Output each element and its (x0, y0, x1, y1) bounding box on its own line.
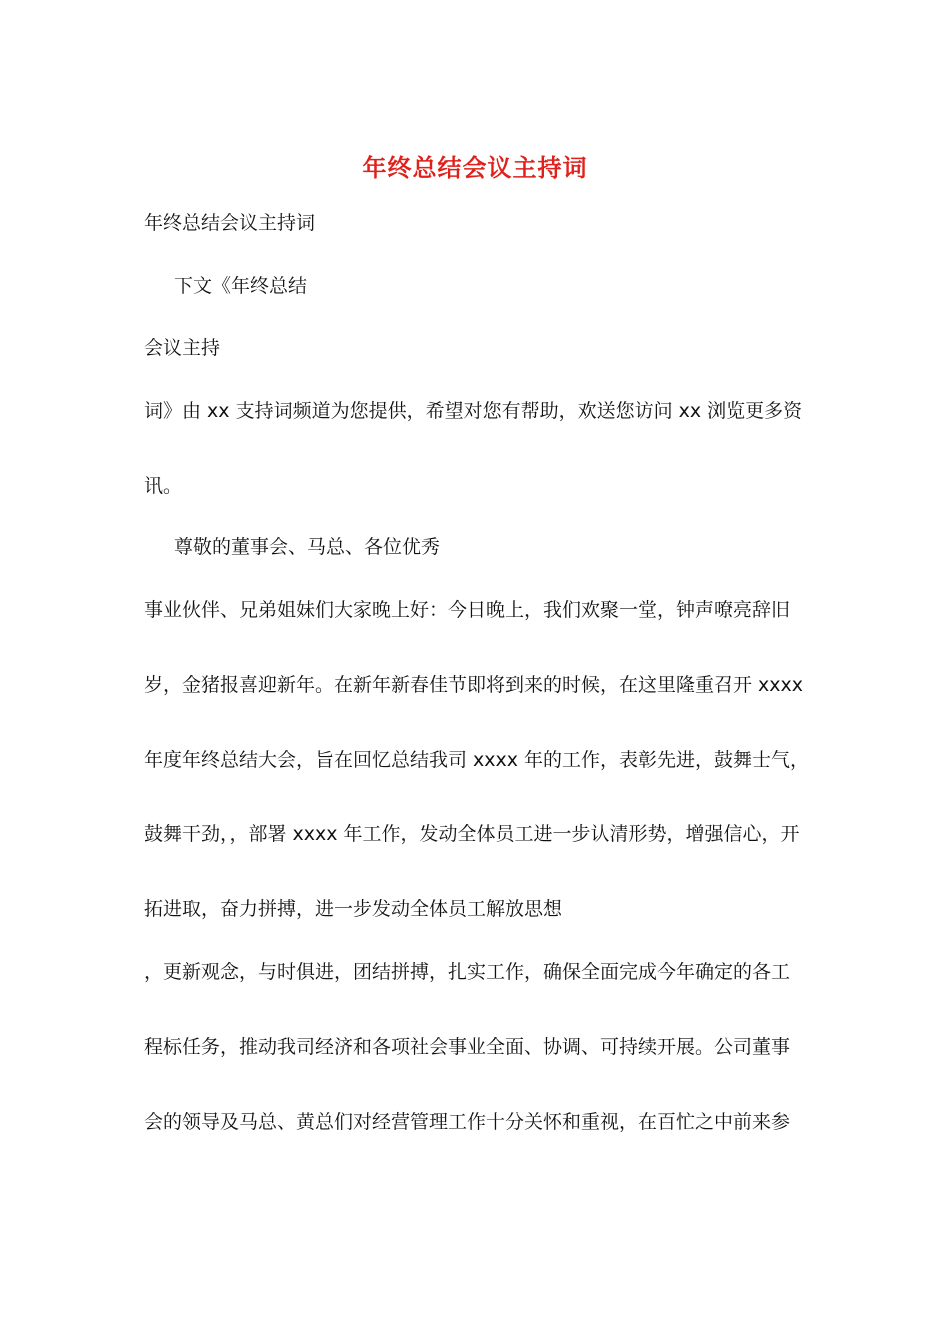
paragraph-line: 讯。 (144, 475, 183, 497)
paragraph-line: ，更新观念，与时俱进，团结拼搏，扎实工作，确保全面完成今年确定的各工 (144, 961, 791, 983)
paragraph-line: 程标任务，推动我司经济和各项社会事业全面、协调、可持续开展。公司董事 (144, 1036, 791, 1058)
paragraph-line: 拓进取，奋力拼搏，进一步发动全体员工解放思想 (144, 898, 563, 920)
document-title: 年终总结会议主持词 (362, 154, 588, 182)
paragraph-line: 下文《年终总结 (174, 275, 308, 297)
paragraph-line: 鼓舞干劲，，部署 xxxx 年工作，发动全体员工进一步认清形势，增强信心，开 (144, 823, 800, 845)
paragraph-line: 会议主持 (144, 337, 221, 359)
paragraph-line: 事业伙伴、兄弟姐妹们大家晚上好：今日晚上，我们欢聚一堂，钟声嘹亮辞旧 (144, 599, 791, 621)
paragraph-line: 年度年终总结大会，旨在回忆总结我司 xxxx 年的工作，表彰先进，鼓舞士气， (144, 749, 810, 771)
paragraph-line: 词》由 xx 支持词频道为您提供，希望对您有帮助，欢送您访问 xx 浏览更多资 (144, 400, 803, 422)
paragraph-line: 会的领导及马总、黄总们对经营管理工作十分关怀和重视，在百忙之中前来参 (144, 1111, 791, 1133)
paragraph-line: 岁，金猪报喜迎新年。在新年新春佳节即将到来的时候，在这里隆重召开 xxxx (144, 674, 804, 696)
paragraph-line: 尊敬的董事会、马总、各位优秀 (174, 536, 441, 558)
paragraph-line: 年终总结会议主持词 (144, 212, 316, 234)
